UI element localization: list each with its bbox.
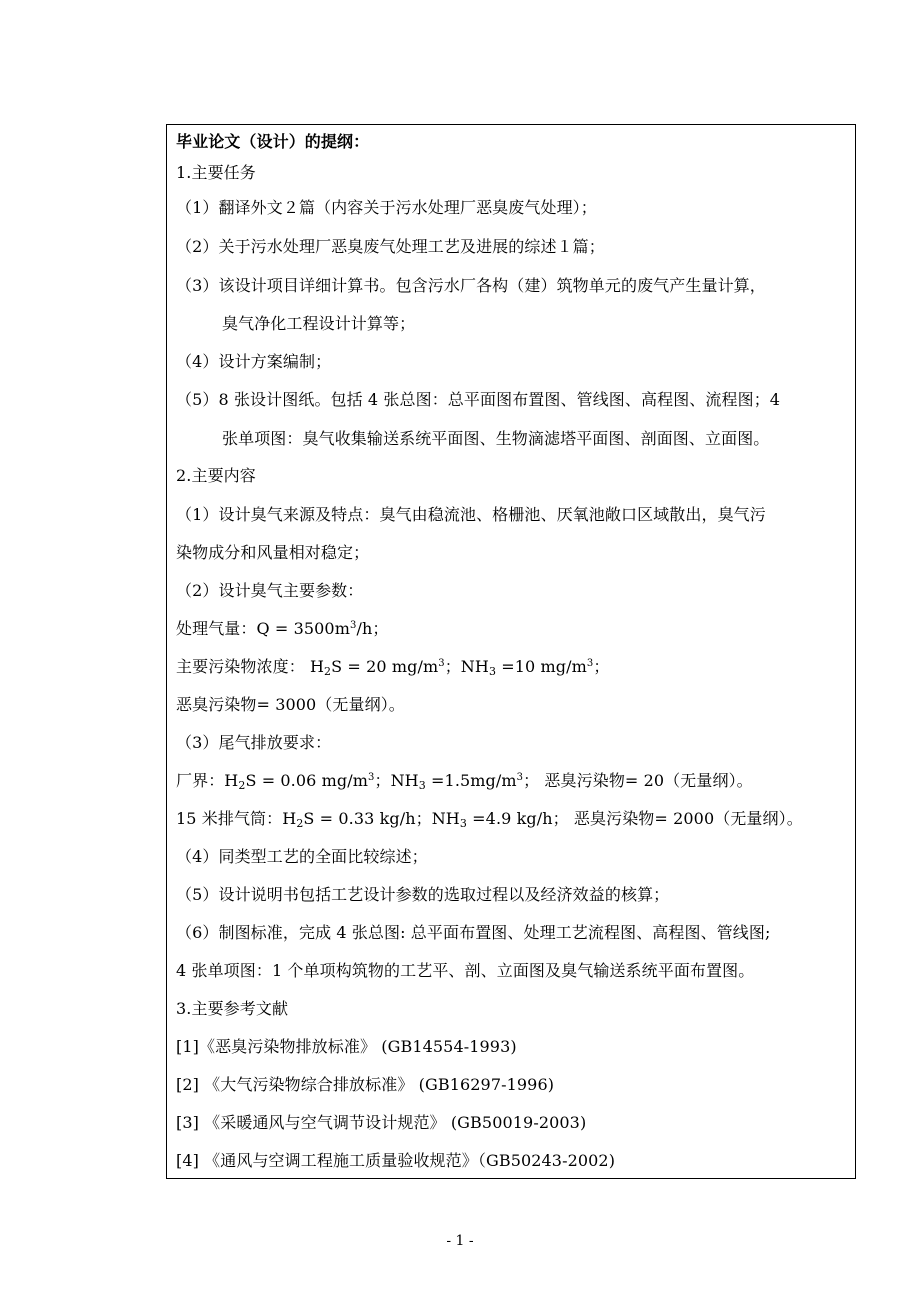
reference-item-1: [1]《恶臭污染物排放标准》 (GB14554-1993) <box>176 1037 517 1056</box>
content-item-5: （5）设计说明书包括工艺设计参数的选取过程以及经济效益的核算； <box>176 885 670 904</box>
outline-box <box>166 124 856 1179</box>
content-item-1-cont: 染物成分和风量相对稳定； <box>176 543 370 562</box>
odor-line: 恶臭污染物= 3000（无量纲）。 <box>176 695 405 714</box>
reference-item-3: [3] 《采暖通风与空气调节设计规范》 (GB50019-2003) <box>176 1113 587 1132</box>
task-item-5: （5）8 张设计图纸。包括 4 张总图：总平面图布置图、管线图、高程图、流程图；4 <box>176 390 781 409</box>
section1-heading: 1.主要任务 <box>176 163 256 182</box>
flow-rate-line: 处理气量：$Q = 3500m^3/h$； <box>176 619 389 638</box>
content-item-2: （2）设计臭气主要参数： <box>176 581 364 600</box>
content-item-1: （1）设计臭气来源及特点：臭气由稳流池、格栅池、厌氧池敞口区域散出，臭气污 <box>176 505 766 524</box>
stack-limit-line: 15 米排气筒：$H_2S = 0.33$ kg/h；$NH_3 =4.9$ kg/h； 恶臭污染物= 2000（无量纲）。 <box>176 809 803 830</box>
content-item-6: （6）制图标准，完成 4 张总图: 总平面布置图、处理工艺流程图、高程图、管线图; <box>176 923 771 942</box>
task-item-4: （4）设计方案编制； <box>176 352 332 371</box>
outline-title: 毕业论文（设计）的提纲： <box>176 132 370 151</box>
section2-heading: 2.主要内容 <box>176 466 256 485</box>
task-item-3-cont: 臭气净化工程设计计算等； <box>222 314 416 333</box>
reference-item-4: [4] 《通风与空调工程施工质量验收规范》（GB50243-2002) <box>176 1151 616 1170</box>
content-item-4: （4）同类型工艺的全面比较综述； <box>176 847 428 866</box>
task-item-1: （1）翻译外文２篇（内容关于污水处理厂恶臭废气处理）； <box>176 198 597 217</box>
task-item-3: （3）该设计项目详细计算书。包含污水厂各构（建）筑物单元的废气产生量计算， <box>176 276 766 295</box>
boundary-limit-line: 厂界：$H_2S = 0.06$ $mg/m^3$；$NH_3 =1.5mg/m^3$； 恶臭污染物= 20（无量纲）。 <box>176 771 753 792</box>
page-number: - 1 - <box>446 1233 474 1249</box>
content-item-6-cont: 4 张单项图：1 个单项构筑物的工艺平、剖、立面图及臭气输送系统平面布置图。 <box>176 961 755 980</box>
reference-item-2: [2] 《大气污染物综合排放标准》 (GB16297-1996) <box>176 1075 555 1094</box>
section3-heading: 3.主要参考文献 <box>176 999 289 1018</box>
content-item-3: （3）尾气排放要求： <box>176 733 332 752</box>
task-item-2: （2）关于污水处理厂恶臭废气处理工艺及进展的综述１篇； <box>176 237 605 256</box>
concentration-line: 主要污染物浓度： $H_2S = 20$ $mg/m^3$；$NH_3 =10$ $mg/m^3$； <box>176 657 610 678</box>
task-item-5-cont: 张单项图：臭气收集输送系统平面图、生物滴滤塔平面图、剖面图、立面图。 <box>222 429 770 448</box>
